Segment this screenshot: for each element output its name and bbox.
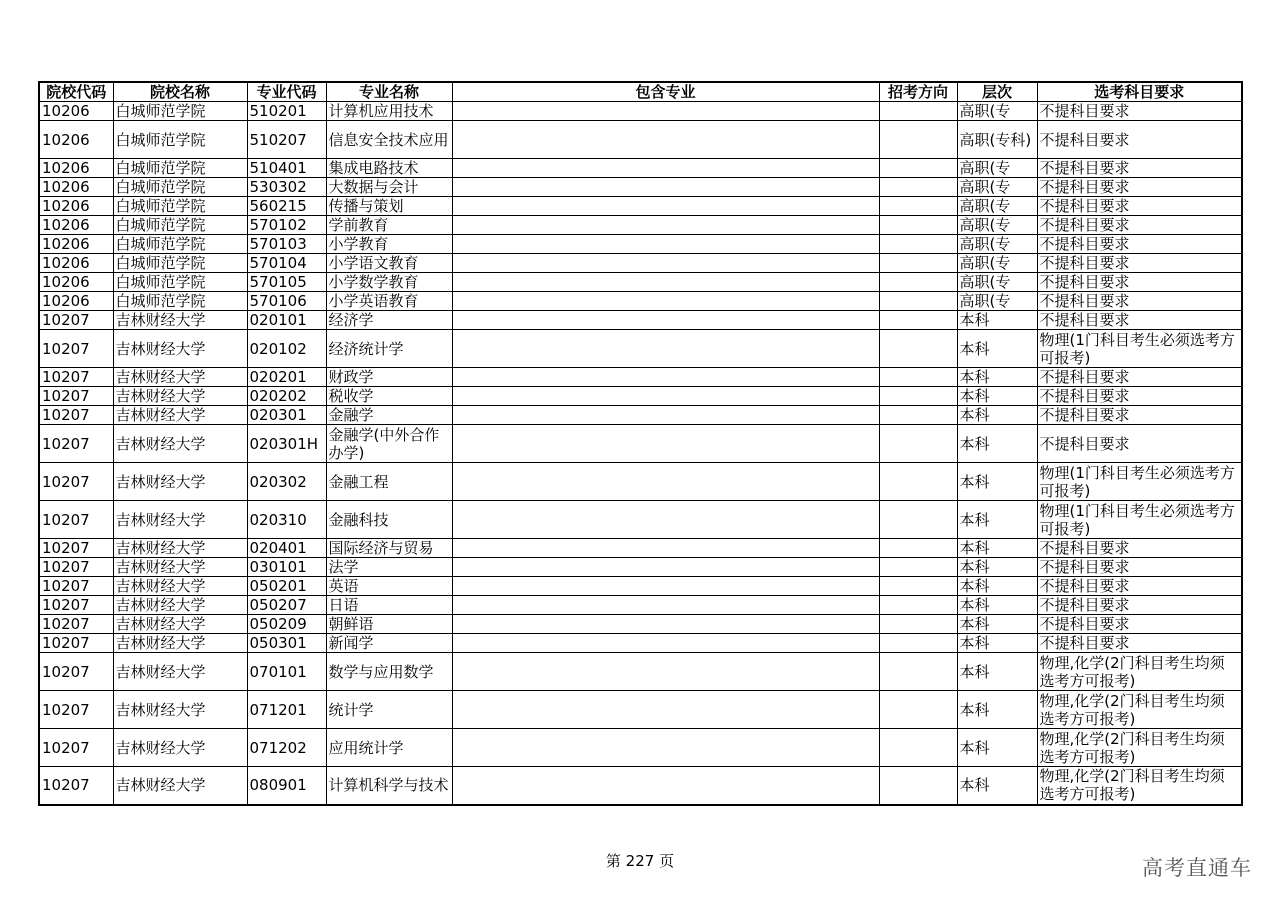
cell-subject-requirement: 不提科目要求 [1037,425,1242,463]
cell-direction [879,330,957,368]
cell-major-code: 030101 [247,558,326,577]
cell-school-name: 吉林财经大学 [113,596,247,615]
cell-included-majors [452,653,879,691]
cell-major-code: 020201 [247,368,326,387]
cell-direction [879,501,957,539]
cell-direction [879,216,957,235]
cell-included-majors [452,501,879,539]
cell-school-name: 吉林财经大学 [113,729,247,767]
cell-included-majors [452,767,879,805]
cell-school-code: 10207 [39,729,113,767]
cell-school-code: 10206 [39,121,113,159]
cell-included-majors [452,691,879,729]
watermark: 高考直通车 [1142,856,1252,880]
cell-subject-requirement: 不提科目要求 [1037,539,1242,558]
cell-major-name: 数学与应用数学 [326,653,452,691]
cell-level: 高职(专 [957,216,1037,235]
cell-subject-requirement: 不提科目要求 [1037,273,1242,292]
cell-included-majors [452,368,879,387]
cell-school-code: 10207 [39,558,113,577]
cell-included-majors [452,178,879,197]
cell-school-code: 10206 [39,273,113,292]
cell-major-name: 集成电路技术 [326,159,452,178]
cell-major-code: 510207 [247,121,326,159]
cell-school-name: 白城师范学院 [113,159,247,178]
cell-major-name: 小学语文教育 [326,254,452,273]
cell-level: 本科 [957,691,1037,729]
table-row [39,501,1242,539]
cell-subject-requirement: 不提科目要求 [1037,634,1242,653]
cell-level: 本科 [957,463,1037,501]
table-body [39,102,1242,805]
cell-major-name: 计算机应用技术 [326,102,452,121]
cell-major-code: 070101 [247,653,326,691]
cell-subject-requirement: 不提科目要求 [1037,558,1242,577]
cell-level: 高职(专 [957,178,1037,197]
cell-school-code: 10207 [39,501,113,539]
cell-major-code: 020102 [247,330,326,368]
header-level: 层次 [957,82,1037,102]
cell-direction [879,406,957,425]
table-row [39,178,1242,197]
cell-direction [879,178,957,197]
cell-included-majors [452,558,879,577]
cell-level: 高职(专 [957,159,1037,178]
table-row [39,292,1242,311]
header-school-name: 院校名称 [113,82,247,102]
table-row [39,729,1242,767]
table-row [39,368,1242,387]
table-row [39,577,1242,596]
cell-major-name: 传播与策划 [326,197,452,216]
cell-school-name: 吉林财经大学 [113,501,247,539]
cell-school-name: 吉林财经大学 [113,406,247,425]
table-row [39,425,1242,463]
table-row [39,159,1242,178]
cell-major-name: 新闻学 [326,634,452,653]
cell-direction [879,197,957,216]
cell-subject-requirement: 不提科目要求 [1037,615,1242,634]
cell-school-code: 10206 [39,235,113,254]
cell-direction [879,292,957,311]
cell-school-name: 吉林财经大学 [113,311,247,330]
cell-school-code: 10207 [39,387,113,406]
cell-major-name: 小学数学教育 [326,273,452,292]
cell-major-code: 020202 [247,387,326,406]
cell-subject-requirement: 物理,化学(2门科目考生均须选考方可报考) [1037,691,1242,729]
cell-direction [879,729,957,767]
cell-level: 本科 [957,406,1037,425]
cell-direction [879,596,957,615]
header-row [39,82,1242,102]
table-row [39,463,1242,501]
table-row [39,311,1242,330]
cell-included-majors [452,577,879,596]
cell-school-code: 10207 [39,463,113,501]
enrollment-table [38,81,1243,806]
cell-school-name: 吉林财经大学 [113,330,247,368]
cell-major-name: 经济学 [326,311,452,330]
cell-level: 本科 [957,558,1037,577]
cell-major-code: 530302 [247,178,326,197]
table-row [39,254,1242,273]
cell-direction [879,463,957,501]
cell-level: 本科 [957,311,1037,330]
cell-school-code: 10206 [39,159,113,178]
cell-direction [879,767,957,805]
cell-major-code: 570105 [247,273,326,292]
header-major-code: 专业代码 [247,82,326,102]
cell-school-code: 10207 [39,577,113,596]
cell-direction [879,235,957,254]
cell-school-name: 吉林财经大学 [113,425,247,463]
cell-level: 本科 [957,425,1037,463]
cell-school-code: 10207 [39,311,113,330]
cell-included-majors [452,216,879,235]
cell-major-name: 金融学 [326,406,452,425]
cell-major-name: 金融工程 [326,463,452,501]
cell-school-code: 10207 [39,425,113,463]
table-row [39,197,1242,216]
cell-direction [879,615,957,634]
cell-included-majors [452,330,879,368]
cell-subject-requirement: 不提科目要求 [1037,216,1242,235]
cell-level: 本科 [957,634,1037,653]
cell-level: 本科 [957,729,1037,767]
cell-included-majors [452,121,879,159]
cell-included-majors [452,615,879,634]
cell-major-code: 071201 [247,691,326,729]
table-row [39,558,1242,577]
cell-school-name: 白城师范学院 [113,292,247,311]
cell-level: 本科 [957,539,1037,558]
cell-school-name: 吉林财经大学 [113,615,247,634]
cell-school-name: 白城师范学院 [113,197,247,216]
cell-major-code: 020101 [247,311,326,330]
cell-school-name: 白城师范学院 [113,254,247,273]
cell-major-name: 财政学 [326,368,452,387]
page-number: 第 227 页 [605,852,675,870]
cell-direction [879,254,957,273]
cell-direction [879,577,957,596]
cell-subject-requirement: 不提科目要求 [1037,178,1242,197]
cell-subject-requirement: 不提科目要求 [1037,159,1242,178]
cell-level: 本科 [957,501,1037,539]
cell-major-code: 570103 [247,235,326,254]
cell-included-majors [452,406,879,425]
cell-major-code: 020401 [247,539,326,558]
table-row [39,596,1242,615]
cell-included-majors [452,729,879,767]
cell-subject-requirement: 物理(1门科目考生必须选考方可报考) [1037,501,1242,539]
cell-major-code: 570104 [247,254,326,273]
cell-direction [879,102,957,121]
cell-school-name: 吉林财经大学 [113,691,247,729]
cell-school-code: 10206 [39,197,113,216]
cell-level: 高职(专 [957,102,1037,121]
cell-included-majors [452,634,879,653]
table-row [39,767,1242,805]
cell-school-name: 白城师范学院 [113,178,247,197]
cell-direction [879,539,957,558]
cell-school-code: 10206 [39,292,113,311]
cell-school-code: 10207 [39,653,113,691]
cell-major-name: 小学教育 [326,235,452,254]
cell-major-code: 570102 [247,216,326,235]
cell-level: 高职(专 [957,273,1037,292]
header-included-majors: 包含专业 [452,82,879,102]
cell-level: 本科 [957,368,1037,387]
cell-major-name: 税收学 [326,387,452,406]
cell-included-majors [452,596,879,615]
header-major-name: 专业名称 [326,82,452,102]
cell-school-code: 10207 [39,767,113,805]
cell-direction [879,121,957,159]
cell-school-name: 白城师范学院 [113,102,247,121]
cell-direction [879,368,957,387]
cell-subject-requirement: 不提科目要求 [1037,197,1242,216]
cell-major-name: 金融科技 [326,501,452,539]
cell-level: 高职(专 [957,235,1037,254]
cell-school-name: 吉林财经大学 [113,539,247,558]
table-row [39,330,1242,368]
cell-major-code: 080901 [247,767,326,805]
cell-major-code: 050207 [247,596,326,615]
cell-major-name: 信息安全技术应用 [326,121,452,159]
cell-school-name: 吉林财经大学 [113,767,247,805]
cell-school-code: 10207 [39,615,113,634]
cell-major-name: 法学 [326,558,452,577]
cell-major-code: 020301H [247,425,326,463]
cell-included-majors [452,311,879,330]
cell-level: 本科 [957,653,1037,691]
cell-school-code: 10206 [39,216,113,235]
cell-major-name: 朝鲜语 [326,615,452,634]
cell-school-code: 10207 [39,691,113,729]
table-row [39,121,1242,159]
cell-subject-requirement: 不提科目要求 [1037,368,1242,387]
cell-major-code: 071202 [247,729,326,767]
cell-included-majors [452,273,879,292]
cell-school-name: 吉林财经大学 [113,577,247,596]
cell-school-code: 10206 [39,178,113,197]
cell-subject-requirement: 不提科目要求 [1037,235,1242,254]
cell-level: 本科 [957,387,1037,406]
cell-major-code: 050301 [247,634,326,653]
header-subject-requirement: 选考科目要求 [1037,82,1242,102]
table-row [39,653,1242,691]
cell-included-majors [452,254,879,273]
cell-school-code: 10206 [39,254,113,273]
cell-major-name: 英语 [326,577,452,596]
cell-major-code: 570106 [247,292,326,311]
cell-major-code: 510401 [247,159,326,178]
table-row [39,634,1242,653]
cell-major-name: 统计学 [326,691,452,729]
table-row [39,691,1242,729]
cell-major-name: 学前教育 [326,216,452,235]
cell-subject-requirement: 不提科目要求 [1037,596,1242,615]
cell-level: 高职(专 [957,197,1037,216]
cell-major-name: 应用统计学 [326,729,452,767]
cell-major-name: 国际经济与贸易 [326,539,452,558]
cell-school-code: 10206 [39,102,113,121]
cell-subject-requirement: 物理(1门科目考生必须选考方可报考) [1037,330,1242,368]
cell-major-name: 大数据与会计 [326,178,452,197]
cell-direction [879,558,957,577]
cell-school-name: 吉林财经大学 [113,387,247,406]
cell-subject-requirement: 不提科目要求 [1037,406,1242,425]
cell-major-name: 计算机科学与技术 [326,767,452,805]
cell-level: 高职(专 [957,292,1037,311]
cell-major-code: 020302 [247,463,326,501]
cell-school-code: 10207 [39,596,113,615]
header-school-code: 院校代码 [39,82,113,102]
cell-major-code: 020301 [247,406,326,425]
cell-major-code: 560215 [247,197,326,216]
cell-school-name: 白城师范学院 [113,235,247,254]
cell-subject-requirement: 物理(1门科目考生必须选考方可报考) [1037,463,1242,501]
cell-included-majors [452,159,879,178]
cell-school-name: 吉林财经大学 [113,653,247,691]
cell-direction [879,159,957,178]
cell-subject-requirement: 不提科目要求 [1037,121,1242,159]
cell-level: 本科 [957,330,1037,368]
cell-school-name: 吉林财经大学 [113,368,247,387]
cell-school-code: 10207 [39,330,113,368]
cell-school-code: 10207 [39,539,113,558]
cell-major-name: 日语 [326,596,452,615]
cell-direction [879,653,957,691]
cell-included-majors [452,425,879,463]
cell-major-code: 050201 [247,577,326,596]
cell-subject-requirement: 不提科目要求 [1037,311,1242,330]
cell-school-name: 白城师范学院 [113,121,247,159]
cell-direction [879,273,957,292]
cell-major-code: 510201 [247,102,326,121]
cell-level: 本科 [957,596,1037,615]
cell-included-majors [452,539,879,558]
cell-included-majors [452,197,879,216]
cell-direction [879,311,957,330]
header-direction: 招考方向 [879,82,957,102]
cell-major-name: 金融学(中外合作办学) [326,425,452,463]
cell-school-code: 10207 [39,368,113,387]
cell-major-code: 020310 [247,501,326,539]
table-row [39,216,1242,235]
cell-subject-requirement: 不提科目要求 [1037,254,1242,273]
cell-school-name: 白城师范学院 [113,273,247,292]
cell-direction [879,425,957,463]
cell-school-code: 10207 [39,634,113,653]
cell-direction [879,634,957,653]
cell-included-majors [452,102,879,121]
cell-subject-requirement: 不提科目要求 [1037,292,1242,311]
cell-school-name: 吉林财经大学 [113,558,247,577]
cell-subject-requirement: 物理,化学(2门科目考生均须选考方可报考) [1037,653,1242,691]
table-row [39,102,1242,121]
cell-direction [879,691,957,729]
cell-included-majors [452,387,879,406]
table-row [39,387,1242,406]
cell-school-code: 10207 [39,406,113,425]
cell-subject-requirement: 不提科目要求 [1037,577,1242,596]
cell-school-name: 白城师范学院 [113,216,247,235]
cell-direction [879,387,957,406]
cell-included-majors [452,235,879,254]
cell-subject-requirement: 不提科目要求 [1037,102,1242,121]
cell-major-code: 050209 [247,615,326,634]
cell-subject-requirement: 不提科目要求 [1037,387,1242,406]
cell-subject-requirement: 物理,化学(2门科目考生均须选考方可报考) [1037,729,1242,767]
cell-included-majors [452,292,879,311]
cell-level: 本科 [957,615,1037,634]
cell-level: 高职(专 [957,254,1037,273]
cell-subject-requirement: 物理,化学(2门科目考生均须选考方可报考) [1037,767,1242,805]
cell-level: 本科 [957,577,1037,596]
cell-school-name: 吉林财经大学 [113,463,247,501]
cell-level: 高职(专科) [957,121,1037,159]
table-row [39,273,1242,292]
table-row [39,235,1242,254]
cell-major-name: 小学英语教育 [326,292,452,311]
cell-school-name: 吉林财经大学 [113,634,247,653]
cell-level: 本科 [957,767,1037,805]
table-row [39,615,1242,634]
cell-major-name: 经济统计学 [326,330,452,368]
cell-included-majors [452,463,879,501]
table-row [39,406,1242,425]
table-row [39,539,1242,558]
